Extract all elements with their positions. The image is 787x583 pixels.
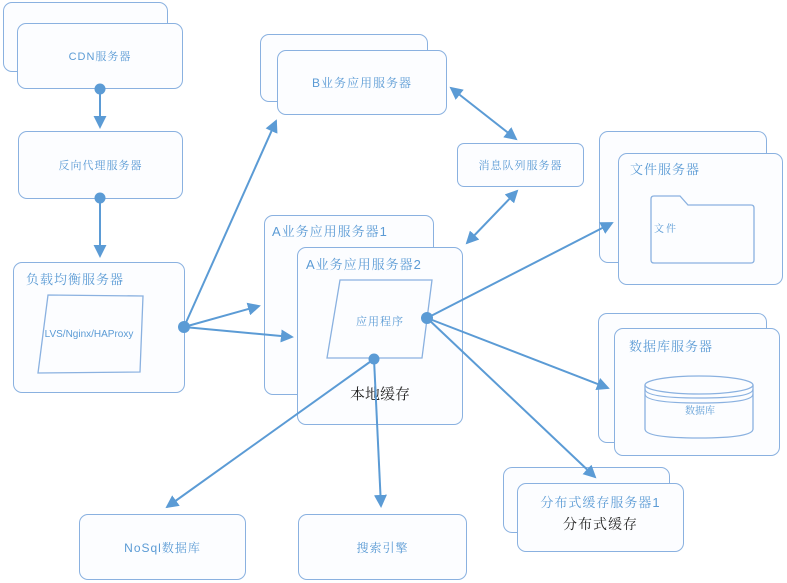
search-engine-label: 搜索引擎 — [356, 540, 409, 555]
cdn-server-label: CDN服务器 — [68, 51, 132, 63]
mq-server-box — [457, 143, 584, 187]
cdn-server-box — [17, 23, 183, 89]
nosql-db-label: NoSql数据库 — [124, 540, 201, 555]
local-cache-note: 本地缓存 — [349, 386, 410, 403]
dist-cache-title: 分布式缓存服务器1 — [540, 495, 661, 510]
arrow-lb-to-bapp — [184, 121, 276, 327]
b-app-server-label: B业务应用服务器 — [311, 76, 412, 90]
folder-label: 文件 — [654, 224, 678, 235]
dist-cache-note: 分布式缓存 — [563, 516, 638, 532]
application-label: 应用程序 — [356, 316, 404, 328]
a-app-server2-title: A业务应用服务器2 — [306, 257, 422, 272]
a-app-server1-title: A业务应用服务器1 — [272, 224, 388, 239]
arrow-aapp2-mq-bidir — [467, 191, 517, 243]
file-server-title: 文件服务器 — [630, 162, 701, 177]
arrow-bapp-mq-bidir — [451, 88, 516, 139]
lvs-label: LVS/Nginx/HAProxy — [44, 329, 134, 340]
search-engine-box — [298, 514, 467, 580]
b-app-server-box — [277, 50, 447, 115]
db-server-title: 数据库服务器 — [629, 339, 714, 354]
mq-server-label: 消息队列服务器 — [478, 160, 563, 172]
nosql-db-box — [79, 514, 246, 580]
reverse-proxy-box — [18, 131, 183, 199]
reverse-proxy-label: 反向代理服务器 — [58, 160, 143, 172]
load-balancer-title: 负载均衡服务器 — [26, 272, 125, 287]
arrow-lb-to-aapp1 — [184, 306, 259, 327]
database-label: 数据库 — [685, 406, 715, 417]
